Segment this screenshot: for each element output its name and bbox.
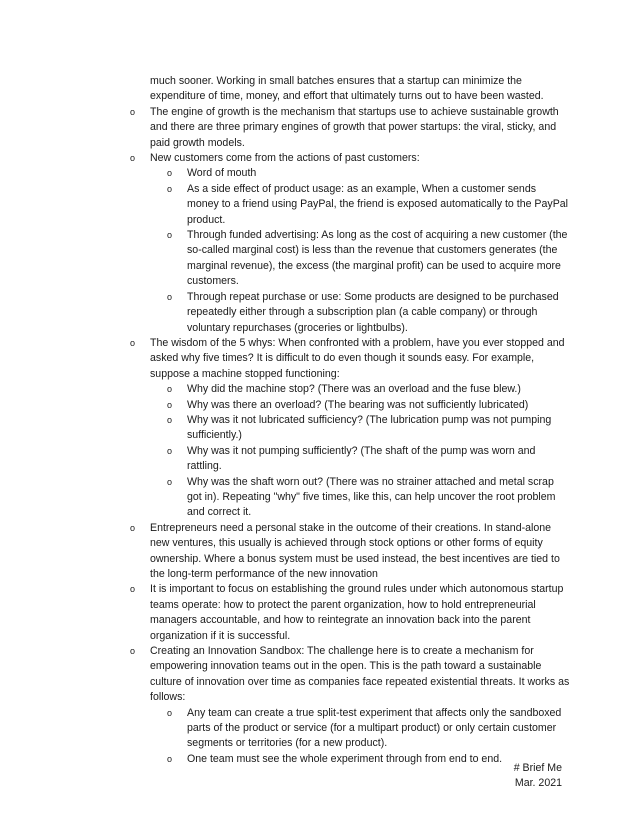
sub-bullet-list (130, 166, 570, 335)
sub-bullet-marker: o (167, 399, 173, 410)
sub-list-item-text: Why was the shaft worn out? (There was no strainer attached and metal scrap got in). Repeating "why" five times, like this, can help uncover the root problem and correct it. (187, 475, 556, 519)
sub-list-item (130, 228, 570, 290)
bullet-marker: o (130, 106, 136, 117)
list-item (130, 105, 570, 151)
bullet-marker: o (130, 584, 136, 595)
bullet-marker: o (130, 153, 136, 164)
page-footer (514, 761, 562, 792)
bullet-marker: o (130, 337, 136, 348)
list-item-text: It is important to focus on establishing the ground rules under which autonomous startup teams operate: how to protect the parent organization, how to hold entrepreneurial managers accountable, and how to reintegrate an innovation back into the parent organization if it is successful. (150, 583, 564, 642)
document-body (130, 74, 570, 767)
footer-date: Mar. 2021 (514, 777, 562, 790)
sub-list-item-text: One team must see the whole experiment through from end to end. (187, 752, 503, 765)
sub-list-item-text: Why did the machine stop? (There was an overload and the fuse blew.) (187, 383, 521, 396)
sub-bullet-list (130, 706, 570, 768)
list-item-text: The wisdom of the 5 whys: When confronted with a problem, have you ever stopped and asked why five times? It is difficult to do even though it sounds easy. For example, suppose a machine stopped functioning: (150, 336, 565, 380)
sub-bullet-marker: o (167, 753, 173, 764)
sub-bullet-marker: o (167, 168, 173, 179)
bullet-list (130, 105, 570, 767)
sub-list-item (130, 398, 570, 413)
sub-bullet-marker: o (167, 414, 173, 425)
sub-bullet-marker: o (167, 291, 173, 302)
intro-continuation-paragraph: much sooner. Working in small batches ensures that a startup can minimize the expenditure of time, money, and effort that ultimately turns out to have been wasted. (150, 75, 544, 103)
list-item-text: Creating an Innovation Sandbox: The challenge here is to create a mechanism for empowering innovation teams out in the open. This is the path toward a sustainable culture of innovation over time as companies face repeated existential threats. It works as follows: (150, 645, 570, 704)
sub-list-item (130, 182, 570, 228)
list-item (130, 582, 570, 644)
sub-bullet-marker: o (167, 384, 173, 395)
sub-bullet-marker: o (167, 445, 173, 456)
sub-list-item-text: Through funded advertising: As long as the cost of acquiring a new customer (the so-called marginal cost) is less than the revenue that customers generates (the marginal revenue), the excess (the marginal profit) can be used to acquire more customers. (187, 229, 568, 288)
list-item (130, 151, 570, 336)
list-item-text: The engine of growth is the mechanism that startups use to achieve sustainable growth and there are three primary engines of growth that power startups: the viral, sticky, and paid growth models. (150, 105, 559, 149)
sub-list-item (130, 752, 570, 767)
bullet-marker: o (130, 646, 136, 657)
sub-list-item (130, 290, 570, 336)
sub-list-item-text: Any team can create a true split-test experiment that affects only the sandboxed parts of the product or service (for a multipart product) or only certain customer segments or territories (for a new product). (187, 706, 562, 750)
list-item (130, 644, 570, 767)
sub-list-item (130, 382, 570, 397)
sub-list-item (130, 413, 570, 444)
sub-bullet-list (130, 382, 570, 521)
list-item (130, 521, 570, 583)
sub-list-item-text: Why was it not lubricated sufficiency? (The lubrication pump was not pumping sufficiently.) (187, 413, 552, 442)
sub-list-item (130, 706, 570, 752)
sub-list-item-text: Word of mouth (187, 167, 257, 180)
sub-list-item-text: Why was there an overload? (The bearing was not sufficiently lubricated) (187, 398, 529, 411)
bullet-marker: o (130, 522, 136, 533)
sub-list-item-text: As a side effect of product usage: as an example, When a customer sends money to a friend using PayPal, the friend is exposed automatically to the PayPal product. (187, 182, 569, 226)
sub-bullet-marker: o (167, 476, 173, 487)
sub-list-item-text: Why was it not pumping sufficiently? (The shaft of the pump was worn and rattling. (187, 444, 536, 473)
list-item-text: New customers come from the actions of past customers: (150, 152, 420, 165)
sub-bullet-marker: o (167, 707, 173, 718)
footer-brand: # Brief Me (513, 762, 562, 774)
sub-list-item-text: Through repeat purchase or use: Some products are designed to be purchased repeatedly either through a subscription plan (a cable company) or through voluntary repurchases (groceries or lightbulbs). (187, 290, 559, 334)
sub-list-item (130, 166, 570, 181)
list-item-text: Entrepreneurs need a personal stake in the outcome of their creations. In stand-alone new ventures, this usually is achieved through stock options or other forms of equity ownership. Where a bonus system must be used instead, the best incentives are tied to the long-term performance of the new innovation (150, 521, 560, 580)
sub-list-item (130, 444, 570, 475)
list-item (130, 336, 570, 521)
sub-bullet-marker: o (167, 183, 173, 194)
sub-bullet-marker: o (167, 230, 173, 241)
sub-list-item (130, 475, 570, 521)
